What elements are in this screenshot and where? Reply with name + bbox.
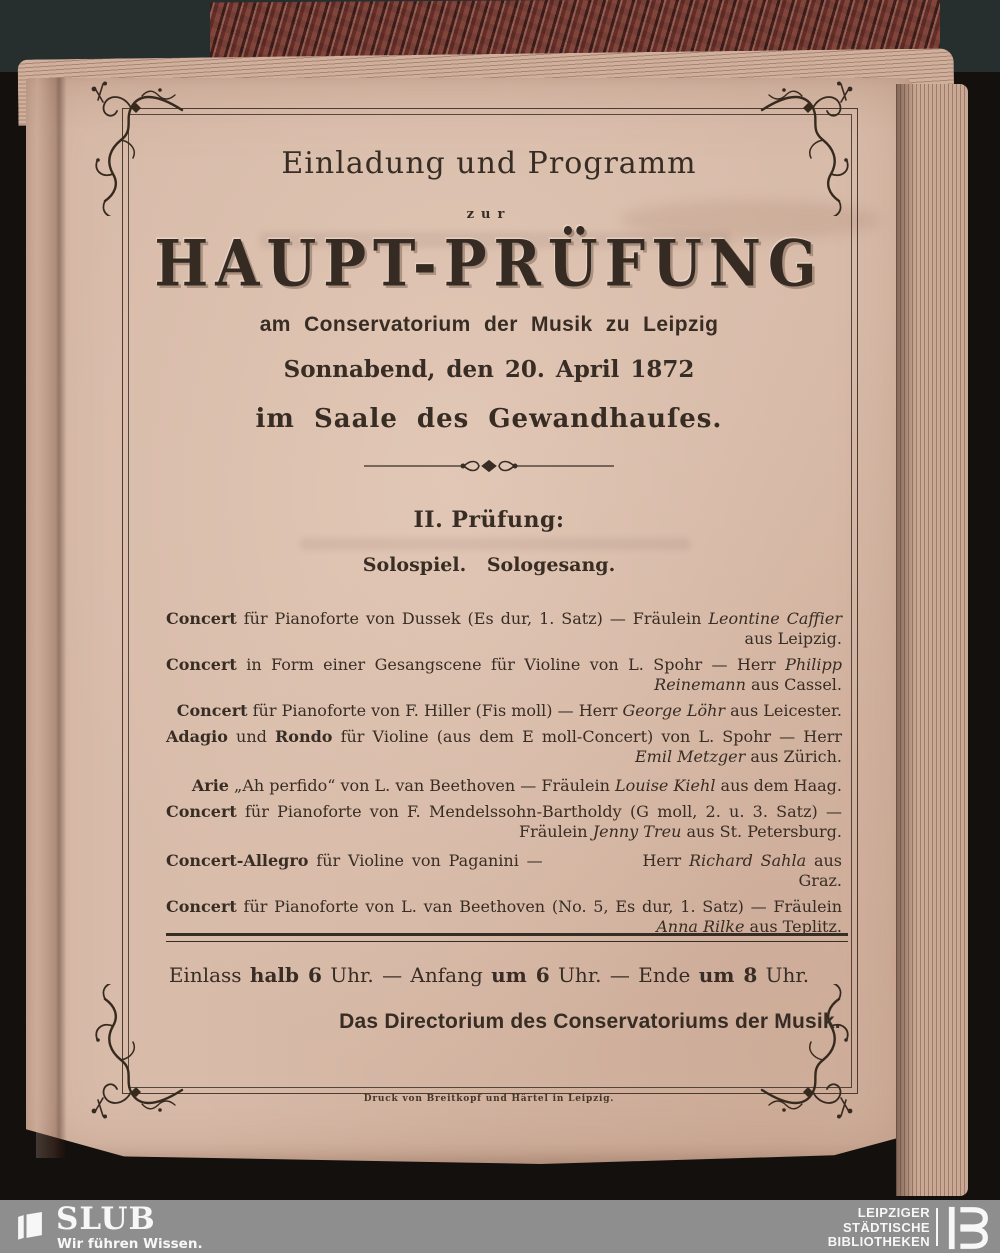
page-title: Einladung und Programm: [281, 146, 697, 181]
main-title: HAUPT-PRÜFUNG: [154, 226, 824, 302]
library-name: [828, 1206, 930, 1250]
slub-tagline: Wir führen Wissen.: [57, 1236, 203, 1252]
admission-times: Einlass halb 6 Uhr. — Anfang um 6 Uhr. — Ende um 8 Uhr.: [168, 963, 810, 987]
library-name-line: BIBLIOTHEKEN: [827, 1234, 930, 1249]
program-entry: Concert für Pianoforte von L. van Beethoven (No. 5, Es dur, 1. Satz) — Fräulein Anna Rilke aus Teplitz.: [166, 897, 842, 936]
program-entry: Concert für Pianoforte von F. Hiller (Fis moll) — Herr George Löhr aus Leicester.: [176, 701, 842, 720]
printer-imprint: Druck von Breitkopf und Härtel in Leipzig.: [363, 1094, 615, 1104]
signature-line: Das Directorium des Conservatoriums der Musik.: [339, 1010, 841, 1033]
venue-line: im Saale des Gewandhauſes.: [255, 404, 723, 434]
date-line: Sonnabend, den 20. April 1872: [283, 356, 695, 383]
program-entry: Concert-Allegro für Violine von Paganini — Herr Richard Sahla aus Graz.: [166, 851, 843, 890]
divider-ornament-icon: [122, 458, 856, 478]
library-name-line: LEIPZIGER: [857, 1205, 930, 1220]
section-rule: [166, 933, 848, 942]
program-entry: Concert für Pianoforte von F. Mendelssohn-Bartholdy (G moll, 2. u. 3. Satz) — Fräulein Jenny Treu aus St. Petersburg.: [166, 802, 842, 841]
section-heading: II. Prüfung:: [413, 507, 565, 533]
zur-label: zur: [466, 207, 512, 222]
footer-divider: [936, 1208, 938, 1246]
section-subheading: Solospiel. Sologesang.: [362, 554, 616, 576]
program-list: [166, 609, 842, 943]
subtitle: am Conservatorium der Musik zu Leipzig: [259, 313, 719, 336]
program-entry: Concert für Pianoforte von Dussek (Es dur, 1. Satz) — Fräulein Leontine Caffier aus Leipzig.: [166, 609, 842, 648]
library-logo-icon: [946, 1205, 992, 1251]
program-entry: Concert in Form einer Gesangscene für Violine von L. Spohr — Herr Philipp Reinemann aus Cassel.: [166, 655, 842, 694]
program-entry: Arie „Ah perfido“ von L. van Beethoven — Fräulein Louise Kiehl aus dem Haag.: [191, 776, 842, 795]
program-entry: Adagio und Rondo für Violine (aus dem E moll-Concert) von L. Spohr — Herr Emil Metzger aus Zürich.: [166, 727, 842, 766]
page-stack-right-edge: [896, 84, 968, 1196]
book-gutter-crease: [36, 78, 80, 1158]
slub-wordmark: SLUB: [56, 1201, 156, 1237]
library-watermark-bar: [0, 1200, 1000, 1253]
slub-book-icon: [16, 1206, 44, 1246]
library-name-line: STÄDTISCHE: [842, 1219, 930, 1235]
